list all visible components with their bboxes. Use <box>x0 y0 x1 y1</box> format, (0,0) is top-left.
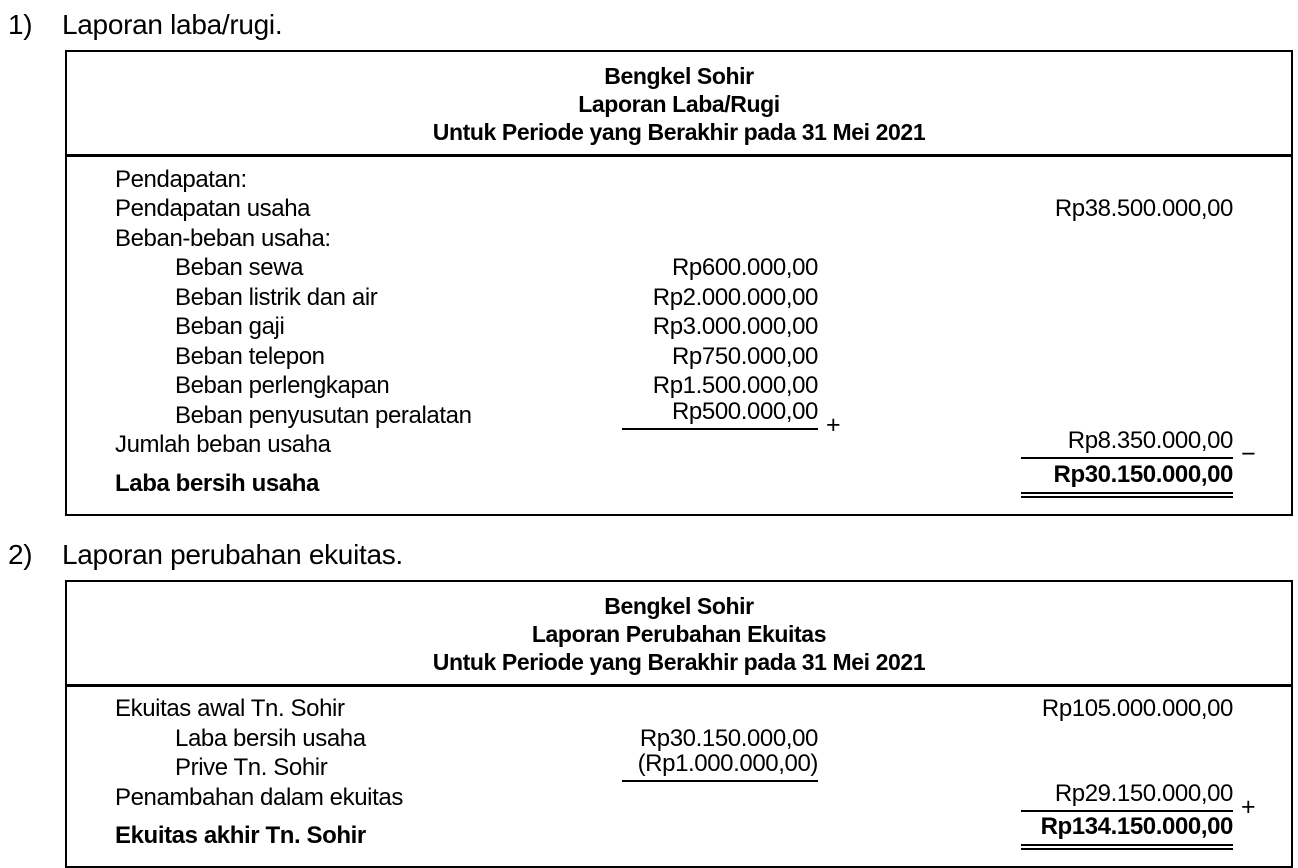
list-item-2 <box>8 538 1298 571</box>
row-amount-mid: Rp30.150.000,00 <box>640 725 818 753</box>
income-statement-box <box>65 50 1293 516</box>
row-label: Ekuitas awal Tn. Sohir <box>67 695 618 723</box>
report-period: Untuk Periode yang Berakhir pada 31 Mei 2021 <box>67 648 1291 676</box>
row-amount-mid: Rp3.000.000,00 <box>653 313 818 341</box>
table-row <box>67 282 1291 312</box>
row-label: Prive Tn. Sohir <box>67 754 618 782</box>
table-row <box>67 723 1291 753</box>
list-item-1-heading: Laporan laba/rugi. <box>62 8 282 41</box>
row-amount-mid: Rp600.000,00 <box>672 254 818 282</box>
company-name: Bengkel Sohir <box>67 62 1291 90</box>
table-row <box>67 194 1291 224</box>
table-row <box>67 371 1291 401</box>
row-label: Laba bersih usaha <box>67 725 618 753</box>
table-row <box>67 223 1291 253</box>
row-label: Beban sewa <box>67 254 618 282</box>
plus-operator: + <box>1241 793 1256 822</box>
table-row-total <box>67 468 1291 498</box>
report-title: Laporan Laba/Rugi <box>67 90 1291 118</box>
row-amount-mid: Rp2.000.000,00 <box>653 284 818 312</box>
plus-operator: + <box>826 411 841 440</box>
row-label: Beban perlengkapan <box>67 372 618 400</box>
row-amount-mid: (Rp1.000.000,00) <box>622 750 818 782</box>
report-title: Laporan Perubahan Ekuitas <box>67 620 1291 648</box>
table-row <box>67 312 1291 342</box>
table-row <box>67 341 1291 371</box>
table-row <box>67 164 1291 194</box>
table-row <box>67 400 1291 430</box>
equity-statement-header <box>67 582 1291 687</box>
report-period: Untuk Periode yang Berakhir pada 31 Mei 2021 <box>67 118 1291 146</box>
row-amount-right: Rp29.150.000,00 <box>1021 780 1233 812</box>
table-row <box>67 782 1291 812</box>
row-label: Pendapatan usaha <box>67 195 618 223</box>
income-statement-body <box>67 157 1291 514</box>
row-amount-right: Rp134.150.000,00 <box>1021 813 1233 850</box>
row-amount-right: Rp8.350.000,00 <box>1021 427 1233 459</box>
list-item-2-number: 2) <box>8 538 62 571</box>
row-label: Beban listrik dan air <box>67 284 618 312</box>
list-item-1 <box>8 8 1298 41</box>
row-label: Jumlah beban usaha <box>67 431 618 459</box>
row-label: Beban telepon <box>67 343 618 371</box>
row-label: Beban penyusutan peralatan <box>67 402 618 430</box>
row-label: Pendapatan: <box>67 166 618 194</box>
income-statement-header <box>67 52 1291 157</box>
row-label: Ekuitas akhir Tn. Sohir <box>67 822 618 850</box>
row-amount-mid: Rp1.500.000,00 <box>653 372 818 400</box>
list-item-1-number: 1) <box>8 8 62 41</box>
equity-statement-box <box>65 580 1293 868</box>
table-row <box>67 753 1291 783</box>
company-name: Bengkel Sohir <box>67 592 1291 620</box>
table-row <box>67 253 1291 283</box>
minus-operator: − <box>1241 440 1256 469</box>
row-amount-mid: Rp750.000,00 <box>672 343 818 371</box>
row-amount-mid: Rp500.000,00 <box>622 398 818 430</box>
equity-statement-body <box>67 687 1291 867</box>
row-amount-right: Rp105.000.000,00 <box>1042 695 1233 723</box>
table-row <box>67 430 1291 460</box>
row-label: Penambahan dalam ekuitas <box>67 784 618 812</box>
table-row-total <box>67 821 1291 851</box>
row-label: Laba bersih usaha <box>67 470 618 498</box>
row-amount-right: Rp38.500.000,00 <box>1055 195 1233 223</box>
table-row <box>67 694 1291 724</box>
row-label: Beban gaji <box>67 313 618 341</box>
row-label: Beban-beban usaha: <box>67 225 618 253</box>
row-amount-right: Rp30.150.000,00 <box>1021 461 1233 498</box>
list-item-2-heading: Laporan perubahan ekuitas. <box>62 538 403 571</box>
